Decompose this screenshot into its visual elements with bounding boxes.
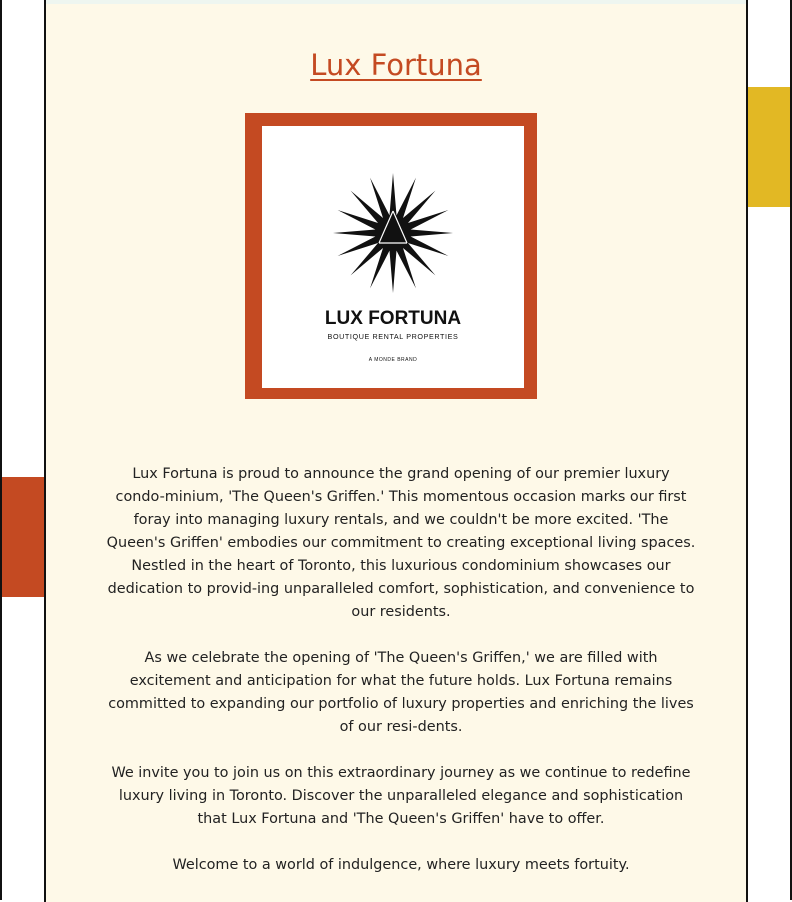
paragraph-1: Lux Fortuna is proud to announce the grand opening of our premier luxury condo-minium, 'The Queen's Griffen.' This momentous occasion marks our first foray into managing luxury rentals, and we couldn't be more excited. 'The Queen's Griffen' embodies our commitment to creating exceptional living spaces. Nestled in the heart of Toronto, this luxurious condominium showcases our dedication to provid-ing unparalleled comfort, sophistication, and convenience to our residents. (106, 466, 696, 620)
paragraph-4: Welcome to a world of indulgence, where luxury meets fortuity. (172, 857, 630, 873)
paragraph-2: As we celebrate the opening of 'The Queen's Griffen,' we are filled with excitement and anticipation for what the future holds. Lux Fortuna remains committed to expanding our portfolio of luxury properties and enriching the lives of our resi-dents. (108, 650, 694, 735)
logo-image (262, 126, 524, 388)
logo-sub-text: A MONDE BRAND (368, 357, 418, 363)
left-border (0, 0, 2, 900)
newsletter-card (44, 0, 748, 902)
logo-frame (245, 113, 537, 399)
starburst-logo-icon (262, 126, 524, 388)
starburst-shape (333, 173, 453, 293)
paragraph-3: We invite you to join us on this extraordinary journey as we continue to redefine luxury living in Toronto. Discover the unparalleled elegance and sophistication that Lux Fortuna and 'The Queen's Griffen' have to offer. (111, 765, 691, 827)
announcement-body (106, 463, 696, 900)
page-title[interactable] (46, 48, 746, 82)
logo-tagline-text: BOUTIQUE RENTAL PROPERTIES (327, 332, 459, 341)
red-accent-block (2, 477, 45, 597)
yellow-accent-block (748, 87, 790, 207)
logo-brand-text: LUX FORTUNA (324, 308, 462, 329)
title-link[interactable]: Lux Fortuna (310, 48, 482, 82)
